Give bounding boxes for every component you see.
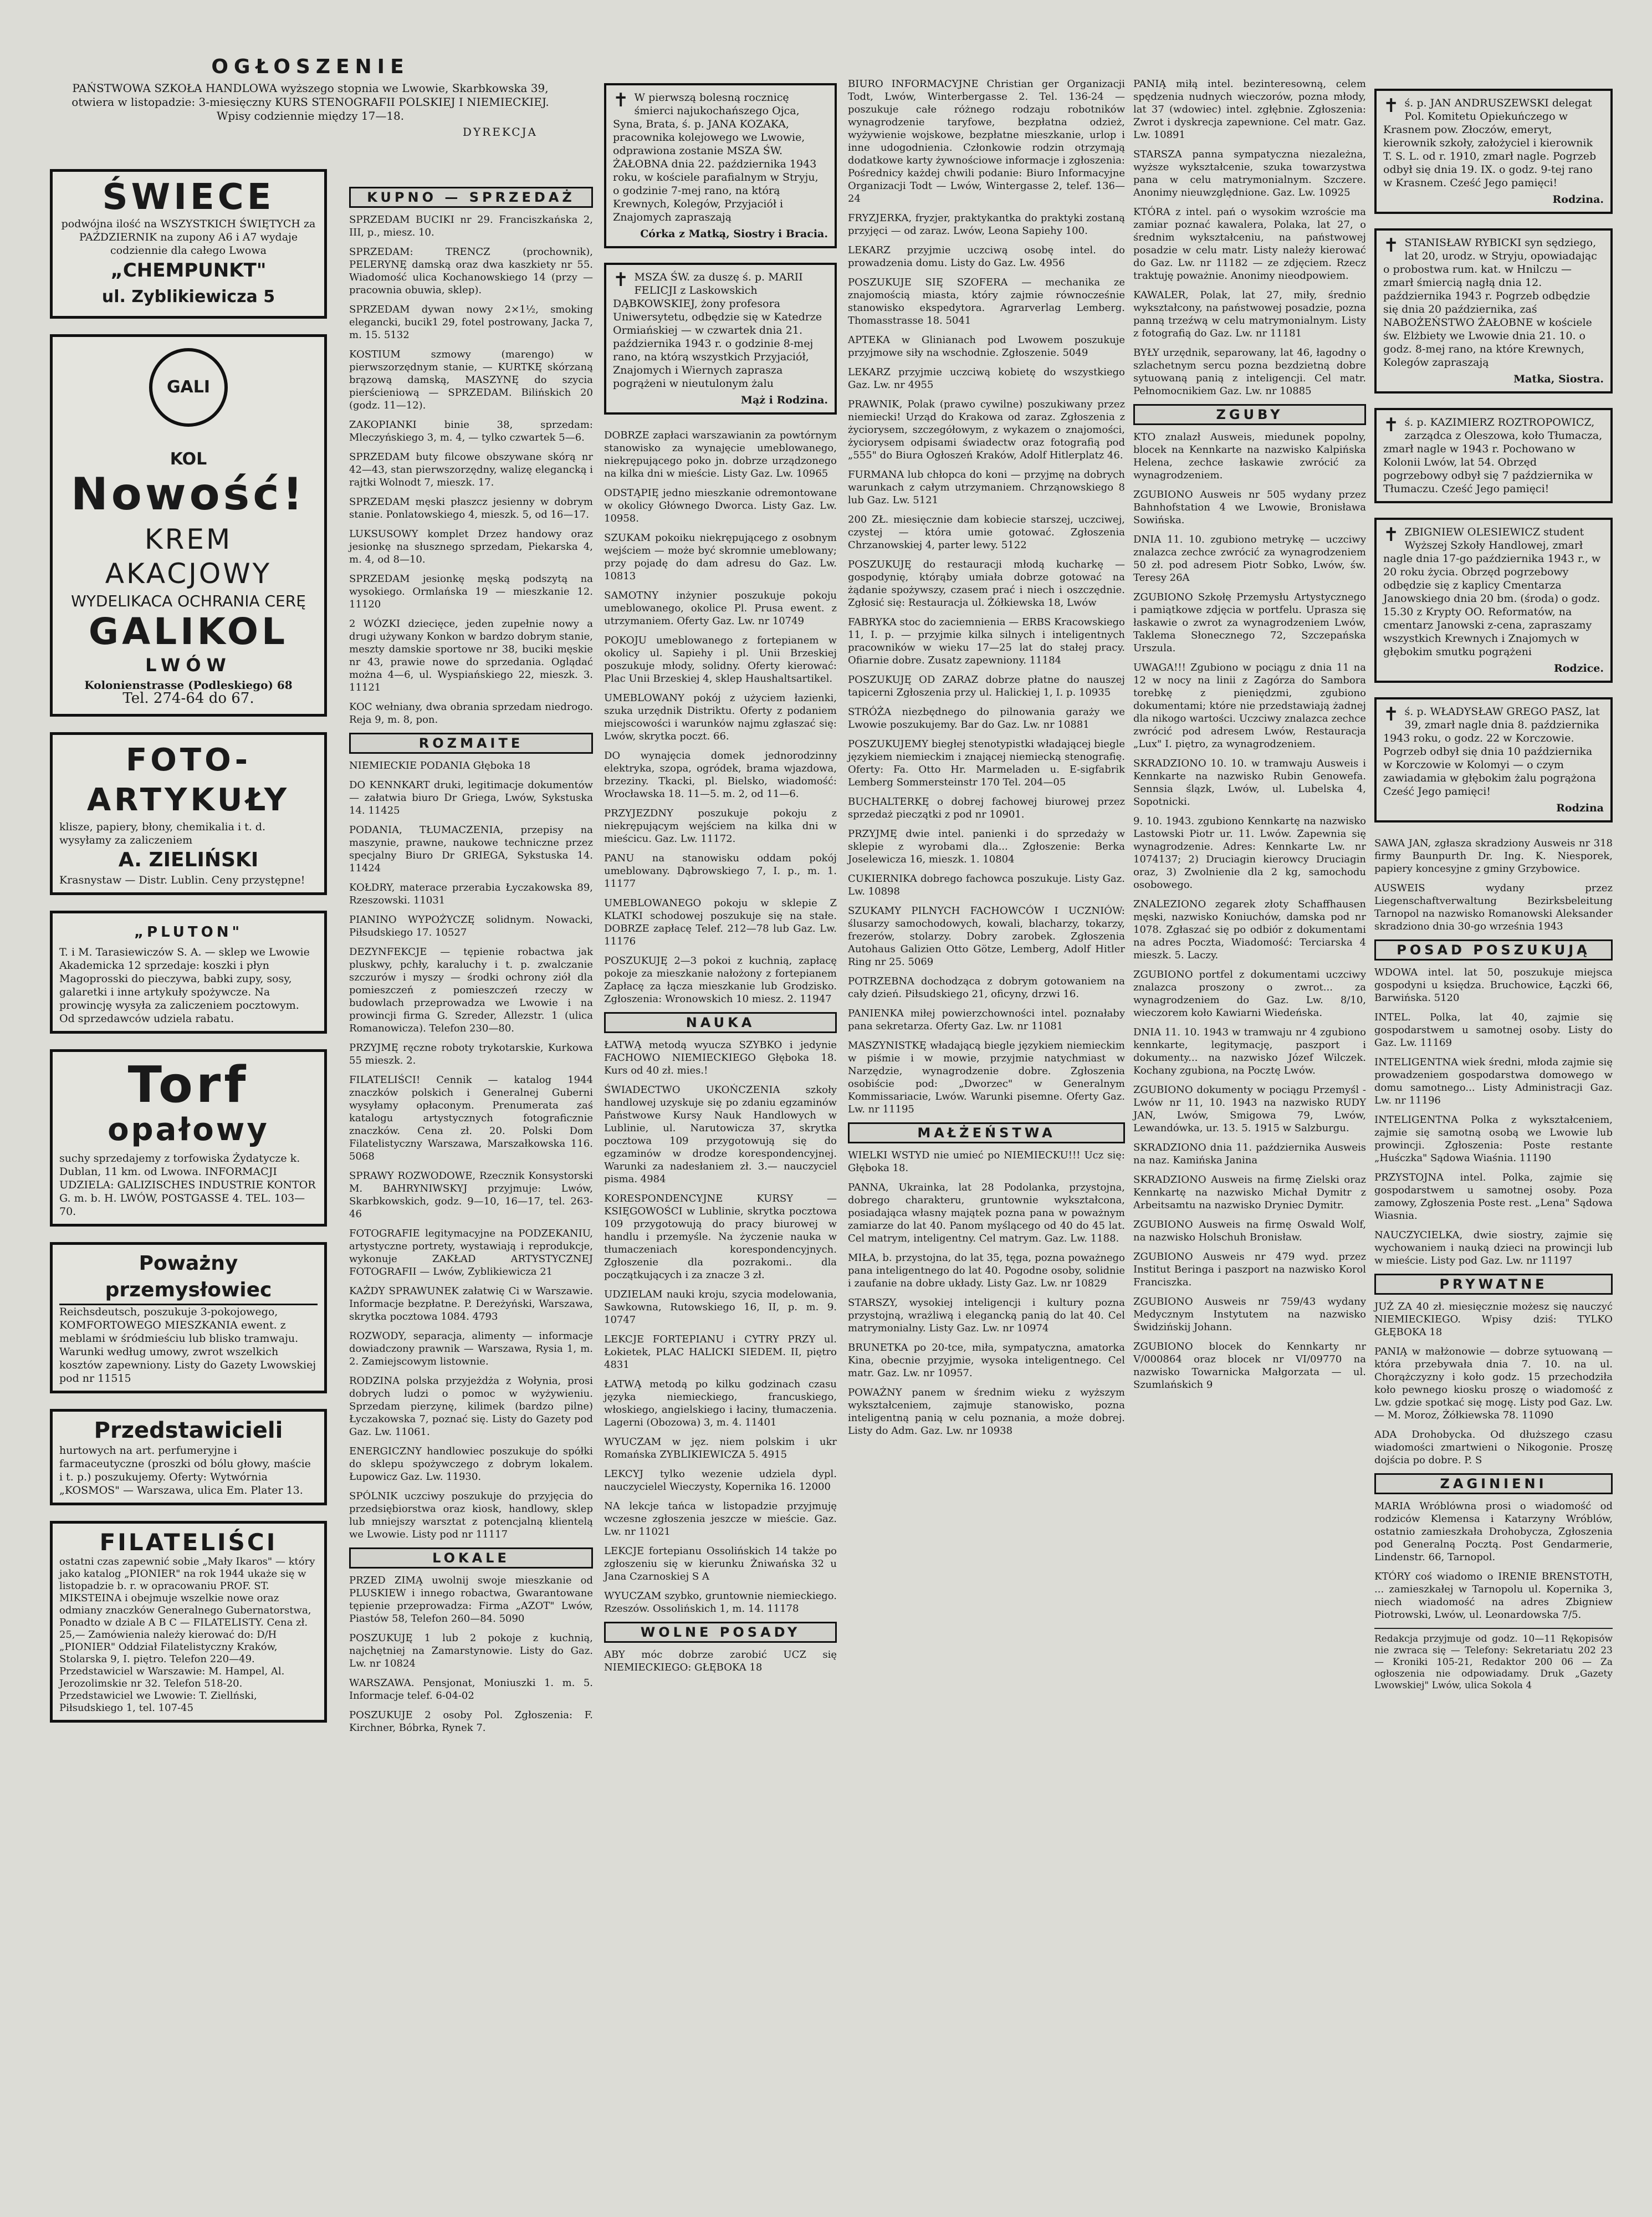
obituary-text: ś. p. WŁADYSŁAW GREGO PASZ, lat 39, zmarł nagle dnia 8. października 1943 roku, o godz. 22 w Korczowie. Pogrzeb odbył się dnia 10 października w Korczowie w Kolomyi — o czym zawiadamia w głębokim żalu pogrążona Cześć Jego pamięci! [1383,706,1600,798]
ad-galikol-city: LWÓW [145,655,232,676]
obituary-signature: Mąż i Rodzina. [740,394,828,406]
classified-ad: PANIENKA miłej powierzchowności intel. poznałaby pana sekretarza. Oferty Gaz. Lw. nr 11081 [848,1008,1125,1032]
classified-ad: ZGUBIONO Ausweis nr 505 wydany przez Bahnhofstation 4 we Lwowie, Bronisława Sowińska. [1133,489,1366,526]
classified-ad: KAWALER, Polak, lat 27, miły, średnio wykształcony, na państwowej posadzie, pozna panną trzeźwą w celu matrymonialnym. Listy z fotografią do Gaz. Lw. nr 11181 [1133,289,1366,339]
ad-pluton-title: „PLUTON" [134,924,243,941]
classified-ad: ZGUBIONO Ausweis na firmę Oswald Wolf, na nazwisko Holschuh Bronisław. [1133,1219,1366,1243]
ad-swiece [50,169,327,319]
cross-icon: ✝ [1383,414,1399,436]
classified-ad: KAŻDY SPRAWUNEK załatwię Ci w Warszawie. Informacje bezpłatne. P. Dereżyński, Warszawa, skrytka pocztowa 1084. 4793 [349,1285,593,1322]
classified-ad: KORESPONDENCYJNE KURSY — KSIĘGOWOŚCI w Lublinie, skrytka pocztowa 109 przygotowują do pracy biurowej w handlu i przemyśle. Na życzenie nauka w tłumaczeniach korespondencyjnych. Zgłoszenie dla pozrakomi.. dla początkujących i za znacze 3 zł. [604,1193,837,1281]
classified-ad: SAWA JAN, zgłasza skradziony Ausweis nr 318 firmy Baunpurth Dr. Ing. K. Niesporek, papiery koncesyjne z gminy Grzybowice. [1374,837,1613,875]
classified-ad: POSZUKUJĘ 2—3 pokoi z kuchnią, zapłacę pokoje za mieszkanie nałożony z fortepianem Zapłacę za łącza mieszkanie lub Grodzisko. Zgłoszenia: Wronowskich 10 miesz. 2. 11947 [604,955,837,1005]
classified-ad: SZUKAMY PILNYCH FACHOWCÓW I UCZNIÓW: ślusarzy samochodowych, kowali, blacharzy, tokarzy, frezerów, stolarzy. Dobry zarobek. Zgłoszenia Autohaus Galizien Otto Götze, Lemberg, Adolf Hitler Ring nr 25. 5069 [848,905,1125,968]
column-6 [1374,89,1613,1698]
section-prywatne: PRYWATNE [1374,1274,1613,1295]
classified-ad: ZNALEZIONO zegarek złoty Schaffhausen męski, nazwisko Koniuchów, damska pod nr 1078. Zgłaszać się po odbiór z dokumentami na adres Poczta, Wiadomość: Terciarska 4 mieszk. 5. Laczy. [1133,898,1366,961]
classified-ad: DO KENNKART druki, legitimacje dokumentów — załatwia biuro Dr Griega, Lwów, Sykstuska 14. 11425 [349,779,593,816]
classified-ad: 2 WÓZKI dziecięce, jeden zupełnie nowy a drugi używany Konkon w bardzo dobrym stanie, meszty damskie sportowe nr 38, buciki męskie nr 43, prawie nowe do sprzedania. Oglądać można 4—6, ul. Wyspiańskiego 22, mieszk. 3. 11121 [349,618,593,693]
section-wolne-posady: WOLNE POSADY [604,1622,837,1643]
obituary-grego-pasz [1374,697,1613,823]
newspaper-page [39,55,1613,2195]
ad-filatelisci-text: ostatni czas zapewnić sobie „Mały Ikaros" — który jako katalog „PIONIER" na rok 1944 ukaże się w listopadzie b. r. w opracowaniu PROF. ST. MIKSTEINA i obejmuje wszelkie nowe oraz odmiany znaczków Generalnego Gubernatorstwa, Ponadto w dziale A B C — FILATELISTY. Cena zł. 25,— Zamówienia należy kierować do: D/H „PIONIER" Oddział Filatelistyczny Kraków, Stolarska 9, I. piętro. Telefon 220—49. Przedstawiciel w Warszawie: M. Hampel, Al. Jerozolimskie nr 32. Telefon 518-20. Przedstawiciel we Lwowie: T. Ziellński, Piłsudskiego 1, tel. 107-45 [59,1556,315,1714]
ad-galikol-addr: Kolonienstrasse (Podleskiego) 68 [84,678,293,692]
kupno-list [349,213,593,726]
ad-galikol-tel: Tel. 274-64 do 67. [122,690,254,707]
classified-ad: LEKCJE FORTEPIANU i CYTRY PRZY ul. Łokietek, PLAC HALICKI SIEDEM. II, piętro 4831 [604,1334,837,1371]
obituary-roztropowicz [1374,408,1613,503]
classified-ad: UMEBLOWANEGO pokoju w sklepie Z KLATKI schodowej poszukuje się na stałe. DOBRZE zapłacę Telef. 212—78 lub Gaz. Lw. 11176 [604,897,837,947]
ad-foto [50,732,327,895]
ad-torf-big: Torf [127,1056,249,1114]
classified-ad: KOSTIUM szmowy (marengo) w pierwszorzędnym stanie, — KURTKĘ skórzaną brązową damską, MASZYNĘ do szycia pierścieniową — SPRZEDAM. Bilińskich 20 (godz. 11—12). [349,349,593,411]
obituary-signature: Matka, Siostra. [1513,373,1604,385]
classified-ad: KTÓRA z intel. pań o wysokim wzroście ma zamiar poznać kawalera, Polaka, lat 27, o średnim wykształceniu, na państwowej posadzie w celu matr. Listy należy kierować do Gaz. Lw. nr 11182 — ze zdjęciem. Rzecz traktuję poważnie. Anonimy nieodpowiem. [1133,206,1366,282]
cross-icon: ✝ [1383,703,1399,726]
classified-ad: PANNA, Ukrainka, lat 28 Podolanka, przystojna, dobrego charakteru, gruntownie wykształcona, posiadająca własny majątek pozna pana w poważnym zamiarze do lat 40. Panom myślącego od 40 do 45 lat. Cel matrym, inteligentny. Cel matrym. Gaz. Lw. 1188. [848,1182,1125,1244]
classified-ad: WARSZAWA. Pensjonat, Moniuszki 1. m. 5. Informacje telef. 6-04-02 [349,1677,593,1702]
classified-ad: LEKCJE fortepianu Ossolińskich 14 także po zgłoszeniu się w kierunku Żniwańska 32 u Jana Czarnoskiej S A [604,1545,837,1582]
column-4 [848,78,1125,1444]
section-kupno: KUPNO — SPRZEDAŻ [349,187,593,208]
ad-filatelisci [50,1521,327,1723]
classified-ad: POSZUKUJĘ 1 lub 2 pokoje z kuchnią, najchętniej na Zamarstynowie. Listy do Gaz. Lw. nr 10824 [349,1632,593,1669]
classified-ad: POSZUKUJĘ OD ZARAZ dobrze płatne do nauszej tapicerni Zgłoszenia przy ul. Halickiej 1, I. p. 10935 [848,674,1125,698]
ad-przedstawicieli [50,1409,327,1505]
ad-galikol-head: Nowość! [70,468,306,520]
ad-pluton [50,911,327,1034]
ad-galikol-brand: GALIKOL [88,610,289,653]
classified-ad: SZUKAM pokoiku niekrępującego z osobnym wejściem — może być skromnie umeblowany; przy pojadę do dam adresu do Gaz. Lw. 10813 [604,532,837,582]
ad-galikol-desc: WYDELIKACA OCHRANIA CERĘ [71,592,306,610]
obituary-andruszewski [1374,89,1613,214]
classified-ad: ADA Drohobycka. Od dłuższego czasu wiadomości zmartwieni o Nikogonie. Proszę dojścia po dobre. P. S [1374,1429,1613,1466]
ad-pluton-text: T. i M. Tarasiewiczów S. A. — sklep we Lwowie Akademicka 12 sprzedaje: koszki i płyn Magoprosski do pieczywa, babki zupy, sosy, galaretki i inne artykuły spożywcze. Na prowincję wysyła za zaliczeniem pocztowym. Od sprzedawców udziela rabatu. [59,946,310,1025]
classified-ad: PRZYJMĘ ręczne roboty trykotarskie, Kurkowa 55 mieszk. 2. [349,1042,593,1066]
classified-ad: RODZINA polska przyjeżdża z Wołynia, prosi dobrych ludzi o pomoc w wyżywieniu. Sprzedam pierzynę, kilimek (bardzo pilne) Łyczakowska 7, poznać się. Listy do Gazety pod Gaz. Lw. 11061. [349,1375,593,1438]
obituary-text: ś. p. KAZIMIERZ ROZTROPOWICZ, zarządca z Oleszowa, koło Tłumacza, zmarł nagle w 1943 r. Pochowano w Kolonii Lwów, lat 54. Obrzęd pogrzebowy odbył się 7 października w Tłumaczu. Cześć Jego pamięci! [1383,416,1603,495]
classified-ad: SKRADZIONO Ausweis na firmę Zielski oraz Kennkartę na nazwisko Michał Dymitr z Arbeitsamtu na nazwisko Dryniec Dymitr. [1133,1174,1366,1211]
classified-ad: PANIĄ miłą intel. bezinteresowną, celem spędzenia nudnych wieczorów, pozna młody, lat 37 (wdowiec) intel. zgłębnie. Zgłoszenia: Zwrot i dyskrecja zapewnione. Cel matr. Gaz. Lw. 10891 [1133,78,1366,141]
classified-ad: AUSWEIS wydany przez Liegenschaftverwaltung Bezirksbeleitung Tarnopol na nazwisko Romanowski Aleksander skradziono dnia 30-go września 1943 [1374,882,1613,932]
classified-ad: STARSZA panna sympatyczna niezależna, wyższe wykształcenie, szuka towarzystwa pana w celu matrymonialnym. Szczere. Anonimy nieuwzględnione. Gaz. Lw. 10925 [1133,149,1366,198]
nauka-list [604,1039,837,1615]
classified-ad: PRAWNIK, Polak (prawo cywilne) poszukiwany przez niemiecki! Urząd do Krakowa od zaraz. Zgłoszenia z życiorysem, szczegółowym, z wykazem o znajomości, życiorysem odpisami świadectw oraz fotografią pod „555" do Biura Ogłoszeń Kraków, Adolf Hitlerplatz 46. [848,399,1125,461]
classified-ad: SPRZEDAM BUCIKI nr 29. Franciszkańska 2, III, p., miesz. 10. [349,214,593,238]
obituary-rybicki [1374,228,1613,394]
obituary-olesiewicz [1374,518,1613,683]
ad-torf-small: opałowy [108,1112,269,1148]
notice-sign: DYREKCJA [462,125,538,139]
classified-ad: ODSTĄPIĘ jedno mieszkanie odremontowane w okolicy Głównego Dworca. Listy Gaz. Lw. 10958. [604,487,837,524]
cross-icon: ✝ [613,269,629,291]
ad-foto-firm: A. ZIELIŃSKI [118,849,259,871]
classified-ad: ŚWIADECTWO UKOŃCZENIA szkoły handlowej uzyskuje się po zdaniu egzaminów Państwowe Kursy Nauk Handlowych w Lublinie, ul. Narutowicza 37, skrytka pocztowa 109 przygotowują się do egzaminów w drodze korespondencyjnej. Warunki za nadesłaniem zł. 3.— nauczyciel pisma. 4984 [604,1084,837,1185]
ad-foto-text: klisze, papiery, błony, chemikalia i t. d. wysyłamy za zaliczeniem [59,821,265,846]
classified-ad: POKOJU umeblowanego z fortepianem w okolicy ul. Sapiehy i pl. Unii Brzeskiej poszukuje młody, solidny. Oferty kierować: Plac Unii Brzeskiej 4, sklep Haushaltsartikel. [604,635,837,684]
classified-ad: LEKARZ przyjmie uczciwą kobietę do wszystkiego Gaz. Lw. nr 4955 [848,366,1125,391]
obituary-signature: Rodzice. [1553,662,1604,675]
classified-ad: PRZED ZIMĄ uwolnij swoje mieszkanie od PLUSKIEW i innego robactwa, Gwarantowane tępienie przeprowadza: Firma „AZOT" Lwów, Piastów 58, Telefon 260—84. 5090 [349,1575,593,1625]
classified-ad: DOBRZE zapłaci warszawianin za powtórnym stanowisko za wynajęcie umeblowanego, niekrępującego poko jn. dobrze urządzonego na kilka dni w mieście. Listy Gaz. Lw. 10965 [604,430,837,479]
col3-ads [604,429,837,1005]
classified-ad: PRZYJEZDNY poszukuje pokoju z niekrępującym wejściem na kilka dni w mieścicu. Gaz. Lw. 11172. [604,808,837,845]
section-nauka: NAUKA [604,1012,837,1033]
classified-ad: PRZYSTOJNA intel. Polka, zajmie się gospodarstwem u samotnej osoby. Poza zamowy, Zgłoszenia Poste rest. „Lena" Sądowa Wiasnia. [1374,1172,1613,1222]
ad-swiece-text: podwójna ilość na WSZYSTKICH ŚWIĘTYCH za PAŹDZIERNIK na zupony A6 i A7 wydaje codziennie dla całego Lwowa [61,218,316,257]
lokale-list [349,1574,593,1734]
ad-galikol-krem: KREM AKACJOWY [105,523,272,590]
obituary-signature: Rodzina. [1552,193,1604,206]
classified-ad: POSZUKUJE 2 osoby Pol. Zgłoszenia: F. Kirchner, Bóbrka, Rynek 7. [349,1709,593,1734]
classified-ad: SPRZEDAM jesionkę męską podszytą na wysokiego. Ormlańska 19 — mieszkanie 12. 11120 [349,573,593,610]
classified-ad: LUKSUSOWY komplet Drzez handowy oraz jesionkę na słusznego sprzedam, Piekarska 4, m. 4, od 8—10. [349,528,593,565]
classified-ad: ŁATWĄ metodą wyucza SZYBKO i jedynie FACHOWO NIEMIECKIEGO Głęboka 18. Kurs od 40 zł. mies.! [604,1039,837,1076]
obituary-text: ś. p. JAN ANDRUSZEWSKI delegat Pol. Komitetu Opiekuńczego w Krasnem pow. Złoczów, emeryt, kierownik szkoły, założyciel i kierownik T. S. L. od r. 1910, zmarł nagle. Pogrzeb odbył się dnia 19. IX. o godz. 9-tej rano w Krasnem. Cześć Jego pamięci! [1383,97,1597,189]
classified-ad: SPRZEDAM dywan nowy 2×1½, smoking elegancki, bucik1 29, fotel postrowany, Jacka 7, m. 15. 5132 [349,304,593,341]
classified-ad: SPRZEDAM buty filcowe obszywane skórą nr 42—43, stan pierwszorzędny, walizę elegancką i rajtki Wolnodt 7, mieszk. 17. [349,451,593,488]
classified-ad: SAMOTNY inżynier poszukuje pokoju umeblowanego, okolice Pl. Prusa ewent. z utrzymaniem. Oferty Gaz. Lw. nr 10749 [604,590,837,627]
classified-ad: STRÓŻA niezbędnego do pilnowania garaży we Lwowie poszukujemy. Bar do Gaz. Lw. nr 10881 [848,706,1125,731]
classified-ad: BYŁY urzędnik, separowany, lat 46, łagodny o szlachetnym sercu pozna bezdzietną dobre sytuowaną panią z inteligencji. Cel matr. Pełnomocnikiem Gaz. Lw. nr 10885 [1133,347,1366,397]
galikol-logo [59,348,318,467]
ad-swiece-title: ŚWIECE [102,177,275,218]
column-5 [1133,78,1366,1398]
classified-ad: POWAŻNY panem w średnim wieku z wyższym wykształceniem, zajmuje stanowisko, pozna inteligentną panią w celu poznania, a może dobrej. Listy do Adm. Gaz. Lw. nr 10938 [848,1387,1125,1437]
cross-icon: ✝ [1383,234,1399,257]
notice-text: PAŃSTWOWA SZKOŁA HANDLOWA wyższego stopnia we Lwowie, Skarbkowska 39, otwiera w listopadzie: 3-miesięczny KURS STENOGRAFII POLSKIEJ I NIEMIECKIEJ. Wpisy codziennie między 17—18. [71,81,549,122]
ad-filatelisci-title: FILATELIŚCI [99,1529,278,1556]
ad-foto-addr: Krasnystaw — Distr. Lublin. Ceny przystępne! [59,874,305,886]
classified-ad: POSZUKUJE SIĘ SZOFERA — mechanika ze znajomością miasta, który zajmie równocześnie stanowisko ekspedytora. Agrarverlag Lemberg. Thomasstrasse 18. 5041 [848,277,1125,326]
column-2 [349,180,593,1741]
classified-ad: STARSZY, wysokiej inteligencji i kultury pozna przystojną, wrażliwą i elegancką panią do lat 40. Cel matrymonialny. Listy Gaz. Lw. nr 10974 [848,1297,1125,1334]
classified-ad: UMEBLOWANY pokój z użyciem łazienki, szuka urzędnik Distriktu. Oferty z podaniem miejscowości i warunków najmu zgłaszać się: Lwów, skrytka poczt. 66. [604,692,837,742]
cross-icon: ✝ [613,89,629,111]
ad-swiece-firm: „CHEMPUNKT" [110,259,267,282]
classified-ad: ZAKOPIANKI binie 38, sprzedam: Mleczyńskiego 3, m. 4, — tylko czwartek 5—6. [349,419,593,443]
classified-ad: NAUCZYCIELKA, dwie siostry, zajmie się wychowaniem i nauką dzieci na prowincji lub w mieście. Listy pod Gaz. Lw. nr 11197 [1374,1229,1613,1266]
ad-torf [50,1049,327,1227]
cross-icon: ✝ [1383,524,1399,546]
section-zguby: ZGUBY [1133,404,1366,425]
notice-block [61,55,560,139]
classified-ad: ZGUBIONO blocek do Kennkarty nr V/000864 oraz blocek nr VI/09770 na nazwisko Towarnicka Małgorzata — ul. Szumlańskich 9 [1133,1341,1366,1391]
classified-ad: NIEMIECKIE PODANIA Głęboka 18 [349,760,531,772]
classified-ad: KTÓRY coś wiadomo o IRENIE BRENSTOTH, ... zamieszkałej w Tarnopolu ul. Kopernika 3, niech wiadomość na adres Zbigniew Piotrowski, Lwów, ul. Leonardowska 7/5. [1374,1571,1613,1621]
classified-ad: SKRADZIONO 10. 10. w tramwaju Ausweis i Kennkarte na nazwisko Rubin Genowefa. Sennsia ślązk, Lwów, ul. Lubelska 4, Sopotnicki. [1133,758,1366,808]
ad-przemyslowiec [50,1242,327,1393]
classified-ad: INTEL. Polka, lat 40, zajmie się gospodarstwem u samotnej osoby. Listy do Gaz. Lw. 11169 [1374,1012,1613,1049]
cross-icon: ✝ [1383,95,1399,117]
section-lokale: LOKALE [349,1547,593,1569]
ad-swiece-addr: ul. Zyblikiewicza 5 [101,287,275,307]
rozmaite-list [349,759,593,1541]
classified-ad: PRZYJMĘ dwie intel. panienki i do sprzedaży w sklepie z wyrobami dla... Zgłoszenie: Berka Joselewicza 16, mieszk. 1. 10804 [848,828,1125,865]
footer-imprint: Redakcja przyjmuje od godz. 10—11 Rękopisów nie zwraca się — Telefony: Sekretariatu 202 23 — Kroniki 105-21, Redaktor 200 06 — Za ogłoszenia nie odpowiadamy. Druk „Gazety Lwowskiej" Lwów, ulica Sokola 4 [1374,1633,1613,1691]
classified-ad: POSZUKUJĘ do restauracji młodą kucharkę — gospodynię, którąby umiała dobrze gotować na żądanie spożywszy, czasem prać i niech i oszczędnie. Zgłosić się: Restauracja ul. Żółkiewska 18, Lwów [848,559,1125,609]
section-zaginieni: ZAGINIENI [1374,1473,1613,1494]
classified-ad: WDOWA intel. lat 50, poszukuje miejsca gospodyni u księdza. Bruchowice, Łączki 66, Barwińska. 5120 [1374,967,1613,1004]
classified-ad: DNIA 11. 10. 1943 w tramwaju nr 4 zgubiono kennkarte, legitymację, paszport i dokumenty... na nazwisko Józef Wilczek. Kochany zgubiona, na Pocztę Lwów. [1133,1026,1366,1076]
classified-ad: FILATELIŚCI! Cennik — katalog 1944 znaczków polskich i Generalnej Guberni wysyłamy opłaconym. Prenumerata zaś katalogu artystycznych fotograficznie znaczków. Cena zł. 20. Polski Dom Filatelistyczny Warszawa, Marszałkowska 116. 5068 [349,1074,593,1162]
classified-ad: WYUCZAM w jęz. niem polskim i ukr Romańska ZYBLIKIEWICZA 5. 4915 [604,1436,837,1460]
obituary-signature: Rodzina [1556,802,1604,814]
classified-ad: ABY móc dobrze zarobić UCZ się NIEMIECKIEGO: GŁĘBOKA 18 [604,1649,837,1673]
classified-ad: ROZWODY, separacja, alimenty — informacje dowiadczony prawnik — Warszawa, Rysia 1, m. 2. Zamiejscowym listownie. [349,1330,593,1367]
ad-przedstawicieli-text: hurtowych na art. perfumeryjne i farmaceutyczne (proszki od bólu głowy, maście i t. p.) poszukujemy. Oferty: Wytwórnia „KOSMOS" — Warszawa, ulica Em. Plater 13. [59,1444,311,1496]
classified-ad: KTO znalazł Ausweis, miedunek popolny, blocek na Kennkarte na nazwisko Kalpińska Helena, zechce łaskawie zwrócić za wynagrodzeniem. [1133,431,1366,481]
classified-ad: FRYZJERKA, fryzjer, praktykantka do praktyki zostaną przyjęci — od zaraz. Lwów, Leona Sapiehy 100. [848,212,1125,237]
section-rozmaite: ROZMAITE [349,733,593,754]
obituary-dabkowska [604,263,837,415]
column-3 [604,83,837,1680]
ad-przemyslowiec-title: Poważny przemysłowiec [59,1250,318,1305]
classified-ad: ZGUBIONO Ausweis nr 479 wyd. przez Institut Beringa i paszport na nazwisko Korol Franciszka. [1133,1251,1366,1288]
ad-foto-title: FOTO-ARTYKUŁY [86,742,290,818]
classified-ad: MASZYNISTKĘ władającą biegle językiem niemieckim w piśmie i w mowie, przyjmie natychmiast w Narzędzie, wynagrodzenie dobre. Zgłoszenia osobiście pod: „Dworzec" w Generalnym Kommissariacie, Lwów. Warunki pisemne. Oferty Gaz. Lw. nr 11195 [848,1040,1125,1115]
galikol-logo-text: GALI KOL [149,348,228,427]
classified-ad: 200 ZŁ. miesięcznie dam kobiecie starszej, uczciwej, czystej — która umie gotować. Zgłoszenia Chrzanowskiej 4, parter lewy. 5122 [848,514,1125,551]
ad-przedstawicieli-title: Przedstawicieli [94,1418,283,1443]
classified-ad: ZGUBIONO dokumenty w pociągu Przemyśl - Lwów nr 11, 10. 1943 na nazwisko RUDY JAN, Lwów, Smigowa 79, Lwów, Lewandówka, ur. 13. 5. 1915 w Salzburgu. [1133,1084,1366,1134]
classified-ad: WYUCZAM szybko, gruntownie niemieckiego. Rzeszów. Ossolińskich 1, m. 14. 11178 [604,1590,837,1615]
classified-ad: SPRZEDAM: TRENCZ (prochownik), PELERYNĘ damską oraz dwa kaszkiety nr 55. Wiadomość ulica Kochanowskiego 14 (przy — pracownia obuwia, sklep). [349,246,593,296]
classified-ad: APTEKA w Glinianach pod Lwowem poszukuje przyjmowe siły na wschodnie. Zgłoszenie. 5049 [848,334,1125,359]
classified-ad: KOŁDRY, materace przerabia Łyczakowska 89, Rzeszowski. 11031 [349,882,593,906]
classified-ad: 9. 10. 1943. zgubiono Kennkartę na nazwisko Lastowski Piotr ur. 11. Lwów. Zapewnia się wynagrodzenie. Adres: Kennkarte Lw. nr 1074137; 2) Druciagin kierowcy Druciagin oraz, 3) Zwolnienie dla 2 kg, samochodu osobowego. [1133,815,1366,891]
classified-ad: BIURO INFORMACYJNE Christian ger Organizacji Todt, Lwów, Winterbergasse 2. Tel. 136-24 — poszukuje całe różnego rodzaju robotników wynagrodzenie taryfowe, bezpłatna odzież, wyżywienie wojskowe, bezpłatne mieszkanie, urlop i inne udogodnienia. Członkowie rodzin otrzymają dodatkowe karty żywnościowe informacje i zgłoszenia: Pośrednicy każdej chwili podanie: Biuro Informacyjne Organizacji Todt — Lwów, Wintergasse 2, telef. 136—24 [848,78,1125,205]
ad-przemyslowiec-text: Reichsdeutsch, poszukuje 3-pokojowego, KOMFORTOWEGO MIESZKANIA ewent. z meblami w śródmieściu lub blisko tramwaju. Warunki według umowy, zwrot wszelkich kosztów zapewniony. Listy do Gazety Lwowskiej pod nr 11515 [59,1306,316,1385]
classified-ad: FABRYKA stoc do zaciemnienia — ERBS Kracowskiego 11, I. p. — przyjmie kilka silnych i inteligentnych pracowników w wieku 17—25 lat do stałej pracy. Ofiarnie dobre. Zusatz zapewniony. 11184 [848,616,1125,666]
classified-ad: DNIA 11. 10. zgubiono metrykę — uczciwy znalazca zechce zwrócić za wynagrodzeniem 50 zł. pod adresem Piotr Sobko, Lwów, św. Teresy 26A [1133,534,1366,584]
classified-ad: CUKIERNIKA dobrego fachowca poszukuje. Listy Gaz. Lw. 10898 [848,873,1125,897]
classified-ad: MARIA Wróblówna prosi o wiadomość od rodziców Klemensa i Katarzyny Wróblów, ostatnio zamieszkała Drohobycza, Zgłoszenia pod Generalną Pocztą. Post Gendarmerie, Lindenstr. 66, Tarnopol. [1374,1500,1613,1563]
section-malzenstwa: MAŁŻEŃSTWA [848,1122,1125,1143]
classified-ad: LEKARZ przyjmie uczciwą osobę intel. do prowadzenia domu. Listy do Gaz. Lw. 4956 [848,244,1125,269]
classified-ad: LEKCYJ tylko wezenie udziela dypl. nauczycielel Wieczysty, Kopernika 16. 12000 [604,1468,837,1493]
ad-torf-text: suchy sprzedajemy z torfowiska Żydatycze k. Dublan, 11 km. od Lwowa. INFORMACJI UDZIELA: GALIZISCHES INDUSTRIE KONTOR G. m. b. H. LWÓW, POSTGASSE 4. TEL. 103—70. [59,1152,316,1218]
classified-ad: WIELKI WSTYD nie umieć po NIEMIECKU!!! Ucz się: Głęboka 18. [848,1150,1125,1174]
classified-ad: DEZYNFEKCJE — tępienie robactwa jak pluskwy, pchły, karaluchy i t. p. zwalczanie szczurów i myszy — środki ochrony ziół dla pomieszczeń z pomieszczeń rzeczy w budowlach przeprowadza we Lwowie i na prowincji firma G. Szreder, Allezstr. 1 (ulica Romanowicza). Telefon 230—80. [349,946,593,1034]
classified-ad: SPRZEDAM męski płaszcz jesienny w dobrym stanie. Ponlatowskiego 4, mieszk. 5, od 16—17. [349,496,593,520]
classified-ad: POTRZEBNA dochodząca z dobrym gotowaniem na cały dzień. Piłsudskiego 21, oficyny, drzwi 16. [848,975,1125,1000]
classified-ad: MIŁA, b. przystojna, do lat 35, tęga, pozna poważnego pana inteligentnego do lat 40. Pogodne osoby, solidnie i zaufanie na dobre układy. Listy Gaz. Lw. nr 10829 [848,1252,1125,1289]
classified-ad: NA lekcje tańca w listopadzie przyjmuję wczesne zgłoszenia jeszcze w mieście. Gaz. Lw. nr 11021 [604,1500,837,1537]
classified-ad: ŁATWĄ metodą po kilku godzinach czasu języka niemieckiego, francuskiego, włoskiego, angielskiego i łaciny, tłumaczenia. Lagerni (Obozowa) 3, m. 4. 11401 [604,1378,837,1428]
classified-ad: POSZUKUJEMY biegłej stenotypistki władającej biegle językiem niemieckim i znającej niemiecką stenografię. Oferty: Fa. Otto Hr. Marmeladen u. E-sigfabrik Lemberg Sommersteinstr 170 Tel. 204—05 [848,738,1125,788]
obituary-signature: Córka z Matką, Siostry i Bracia. [640,228,828,240]
classified-ad: UDZIELAM nauki kroju, szycia modelowania, Sawkowna, Rutowskiego 16, II, p. m. 9. 10747 [604,1289,837,1326]
classified-ad: BRUNETKA po 20-tce, miła, sympatyczna, amatorka Kina, obecnie przyjmie, wysoka inteligentnego. Cel matr. Gaz. Lw. nr 10957. [848,1342,1125,1379]
classified-ad: KOC wełniany, dwa obrania sprzedam niedrogo. Reja 9, m. 8, pon. [349,701,593,726]
obituary-text: W pierwszą bolesną rocznicę śmierci najukochańszego Ojca, Syna, Brata, ś. p. JANA KOZAKA, pracownika kolejowego we Lwowie, odprawiona zostanie MSZA ŚW. ŻAŁOBNA dnia 22. października 1943 roku, w kościele parafialnym w Stryju, o godzinie 7-mej rano, na którą Krewnych, Kolegów, Przyjaciół i Znajomych zapraszają [613,91,819,223]
classified-ad: BUCHALTERKĘ o dobrej fachowej biurowej przez sprzedaż pieczątki z pod nr 10901. [848,796,1125,820]
classified-ad: JUŻ ZA 40 zł. miesięcznie możesz się nauczyć NIEMIECKIEGO. Wpisy dziś: TYLKO GŁĘBOKA 18 [1374,1301,1613,1338]
classified-ad: DO wynajęcia domek jednorodzinny elektryka, szopa, ogródek, brama wjazdowa, brzeziny. Tkacki, pl. Bielsko, wiadomość: Wrocławska 18. 11—5. m. 2, od 11—6. [604,750,837,800]
footer-divider [1374,1628,1613,1629]
classified-ad: ENERGICZNY handlowiec poszukuje do spółki do sklepu spożywczego z dobrym lokalem. Łupowicz Gaz. Lw. 11930. [349,1445,593,1483]
classified-ad: ZGUBIONO Szkołę Przemysłu Artystycznego i pamiątkowe zdjęcia w portfelu. Uprasza się łaskawie o zwrot za wynagrodzeniem Lwów, Taklema Słonecznego 72, Szczepańska Urszula. [1133,591,1366,654]
obituary-text: MSZA ŚW. za duszę ś. p. MARII FELICJI z Laskowskich DĄBKOWSKIEJ, żony profesora Uniwersytetu, odbędzie się w Katedrze Ormiańskiej — w czwartek dnia 21. października 1943 r. o godzinie 8-mej rano, na którą wszystkich Przyjaciół, Znajomych i Wiernych zaprasza pogrążeni w nieutulonym żalu [613,271,822,390]
classified-ad: PANU na stanowisku oddam pokój umeblowany. Dąbrowskiego 7, I. p., m. 1. 11177 [604,852,837,890]
classified-ad: SPÓLNIK uczciwy poszukuje do przyjęcia do przedsiębiorstwa oraz kiosk, handlowy, sklep lub mniejszy warsztat z potencjalną klientelą we Lwowie. Listy pod nr 11117 [349,1490,593,1540]
classified-ad: SPRAWY ROZWODOWE, Rzecznik Konsystorski M. BAHRYNIWSKYJ przyjmuje: Lwów, Skarbkowskich, godz. 9—10, 16—17, tel. 263-46 [349,1170,593,1220]
classified-ad: UWAGA!!! Zgubiono w pociągu z dnia 11 na 12 w nocy na linii z Zagórza do Sambora torebkę z pieniędzmi, zgubiono dokumentami; które nie przedstawiają żadnej dla nikogo wartości. Uczciwy znalazca zechce zwrócić pod adresem Lwów, Restauracja „Lux" I. piętro, za wynagrodzeniem. [1133,662,1366,750]
classified-ad: FOTOGRAFIE legitymacyjne na PODZEKANIU, artystyczne portrety, wystawiają i reprodukcje, wykonuje ZAKŁAD ARTYSTYCZNEJ FOTOGRAFII — Lwów, Zyblikiewicza 21 [349,1228,593,1278]
classified-ad: FURMANA lub chłopca do koni — przyjmę na dobrych warunkach z całym utrzymaniem. Chrząnowskiego 8 lub Gaz. Lw. 5121 [848,469,1125,506]
obituary-text: ZBIGNIEW OLESIEWICZ student Wyższej Szkoły Handlowej, zmarł nagle dnia 17-go października 1943 r., w 20 roku życia. Obrzęd pogrzebowy odbędzie się z kaplicy Cmentarza Janowskiego dnia 20 bm. (środa) o godz. 15.30 z Krypty OO. Reformatów, na cmentarz Janowski z-cena, zapraszamy wszystkich Krewnych i Znajomych w głębokim smutku pogrążeni [1383,526,1601,658]
classified-ad: SKRADZIONO dnia 11. października Ausweis na naz. Kamińska Janina [1133,1142,1366,1166]
obituary-kozak [604,83,837,248]
classified-ad: INTELIGENTNA wiek średni, młoda zajmie się prowadzeniem gospodarstwa domowego w domu samotnego... Listy Administracji Gaz. Lw. nr 11196 [1374,1056,1613,1106]
notice-title: OGŁOSZENIE [211,55,410,78]
obituary-text: STANISŁAW RYBICKI syn sędziego, lat 20, urodz. w Stryju, opowiadając o probostwa rum. kat. w Hnilczu — zmarł śmiercią nagłą dnia 12. października 1943 r. Pogrzeb odbędzie się dnia 20 października, zaś NABOŻEŃSTWO ŻAŁOBNE w kościele św. Elżbiety we Lwowie dnia 21. 10. o godz. 8-mej rano, na które Krewnych, Kolegów zapraszają [1383,237,1597,369]
classified-ad: INTELIGENTNA Polka z wykształceniem, zajmie się samotną osobą we Lwowie lub prowincji. Zgłoszenia: Poste restante „Huśczka" Sądowa Wiaśnia. 11190 [1374,1114,1613,1164]
ad-galikol [50,334,327,717]
classified-ad: ZGUBIONO portfel z dokumentami uczciwy znalazca proszony o zwrot... za wynagrodzeniem do Gaz. Lw. 8/10, wieczorem koło Kawiarni Wiedeńska. [1133,969,1366,1019]
classified-ad: ZGUBIONO Ausweis nr 759/43 wydany Medycznym Instytutem na nazwisko Świdzińskij Johann. [1133,1296,1366,1333]
classified-ad: PODANIA, TŁUMACZENIA, przepisy na maszynie, prawne, naukowe techniczne przez specjalny Biuro Dr GRIEGA, Sykstuska 14. 11424 [349,824,593,874]
classified-ad: PIANINO WYPOŻYCZĘ solidnym. Nowacki, Piłsudskiego 17. 10527 [349,914,593,938]
classified-ad: PANIĄ w małżonowie — dobrze sytuowaną — która przebywała dnia 7. 10. na ul. Chorążczyzny i koło godz. 15 przechodziła koło pewnego kiosku proszę o wiadomość z Lw. gdzie spotkać się mogę. Listy pod Gaz. Lw. — M. Moroz, Żółkiewska 78. 11090 [1374,1346,1613,1421]
section-posad-poszukuja: POSAD POSZUKUJĄ [1374,939,1613,961]
